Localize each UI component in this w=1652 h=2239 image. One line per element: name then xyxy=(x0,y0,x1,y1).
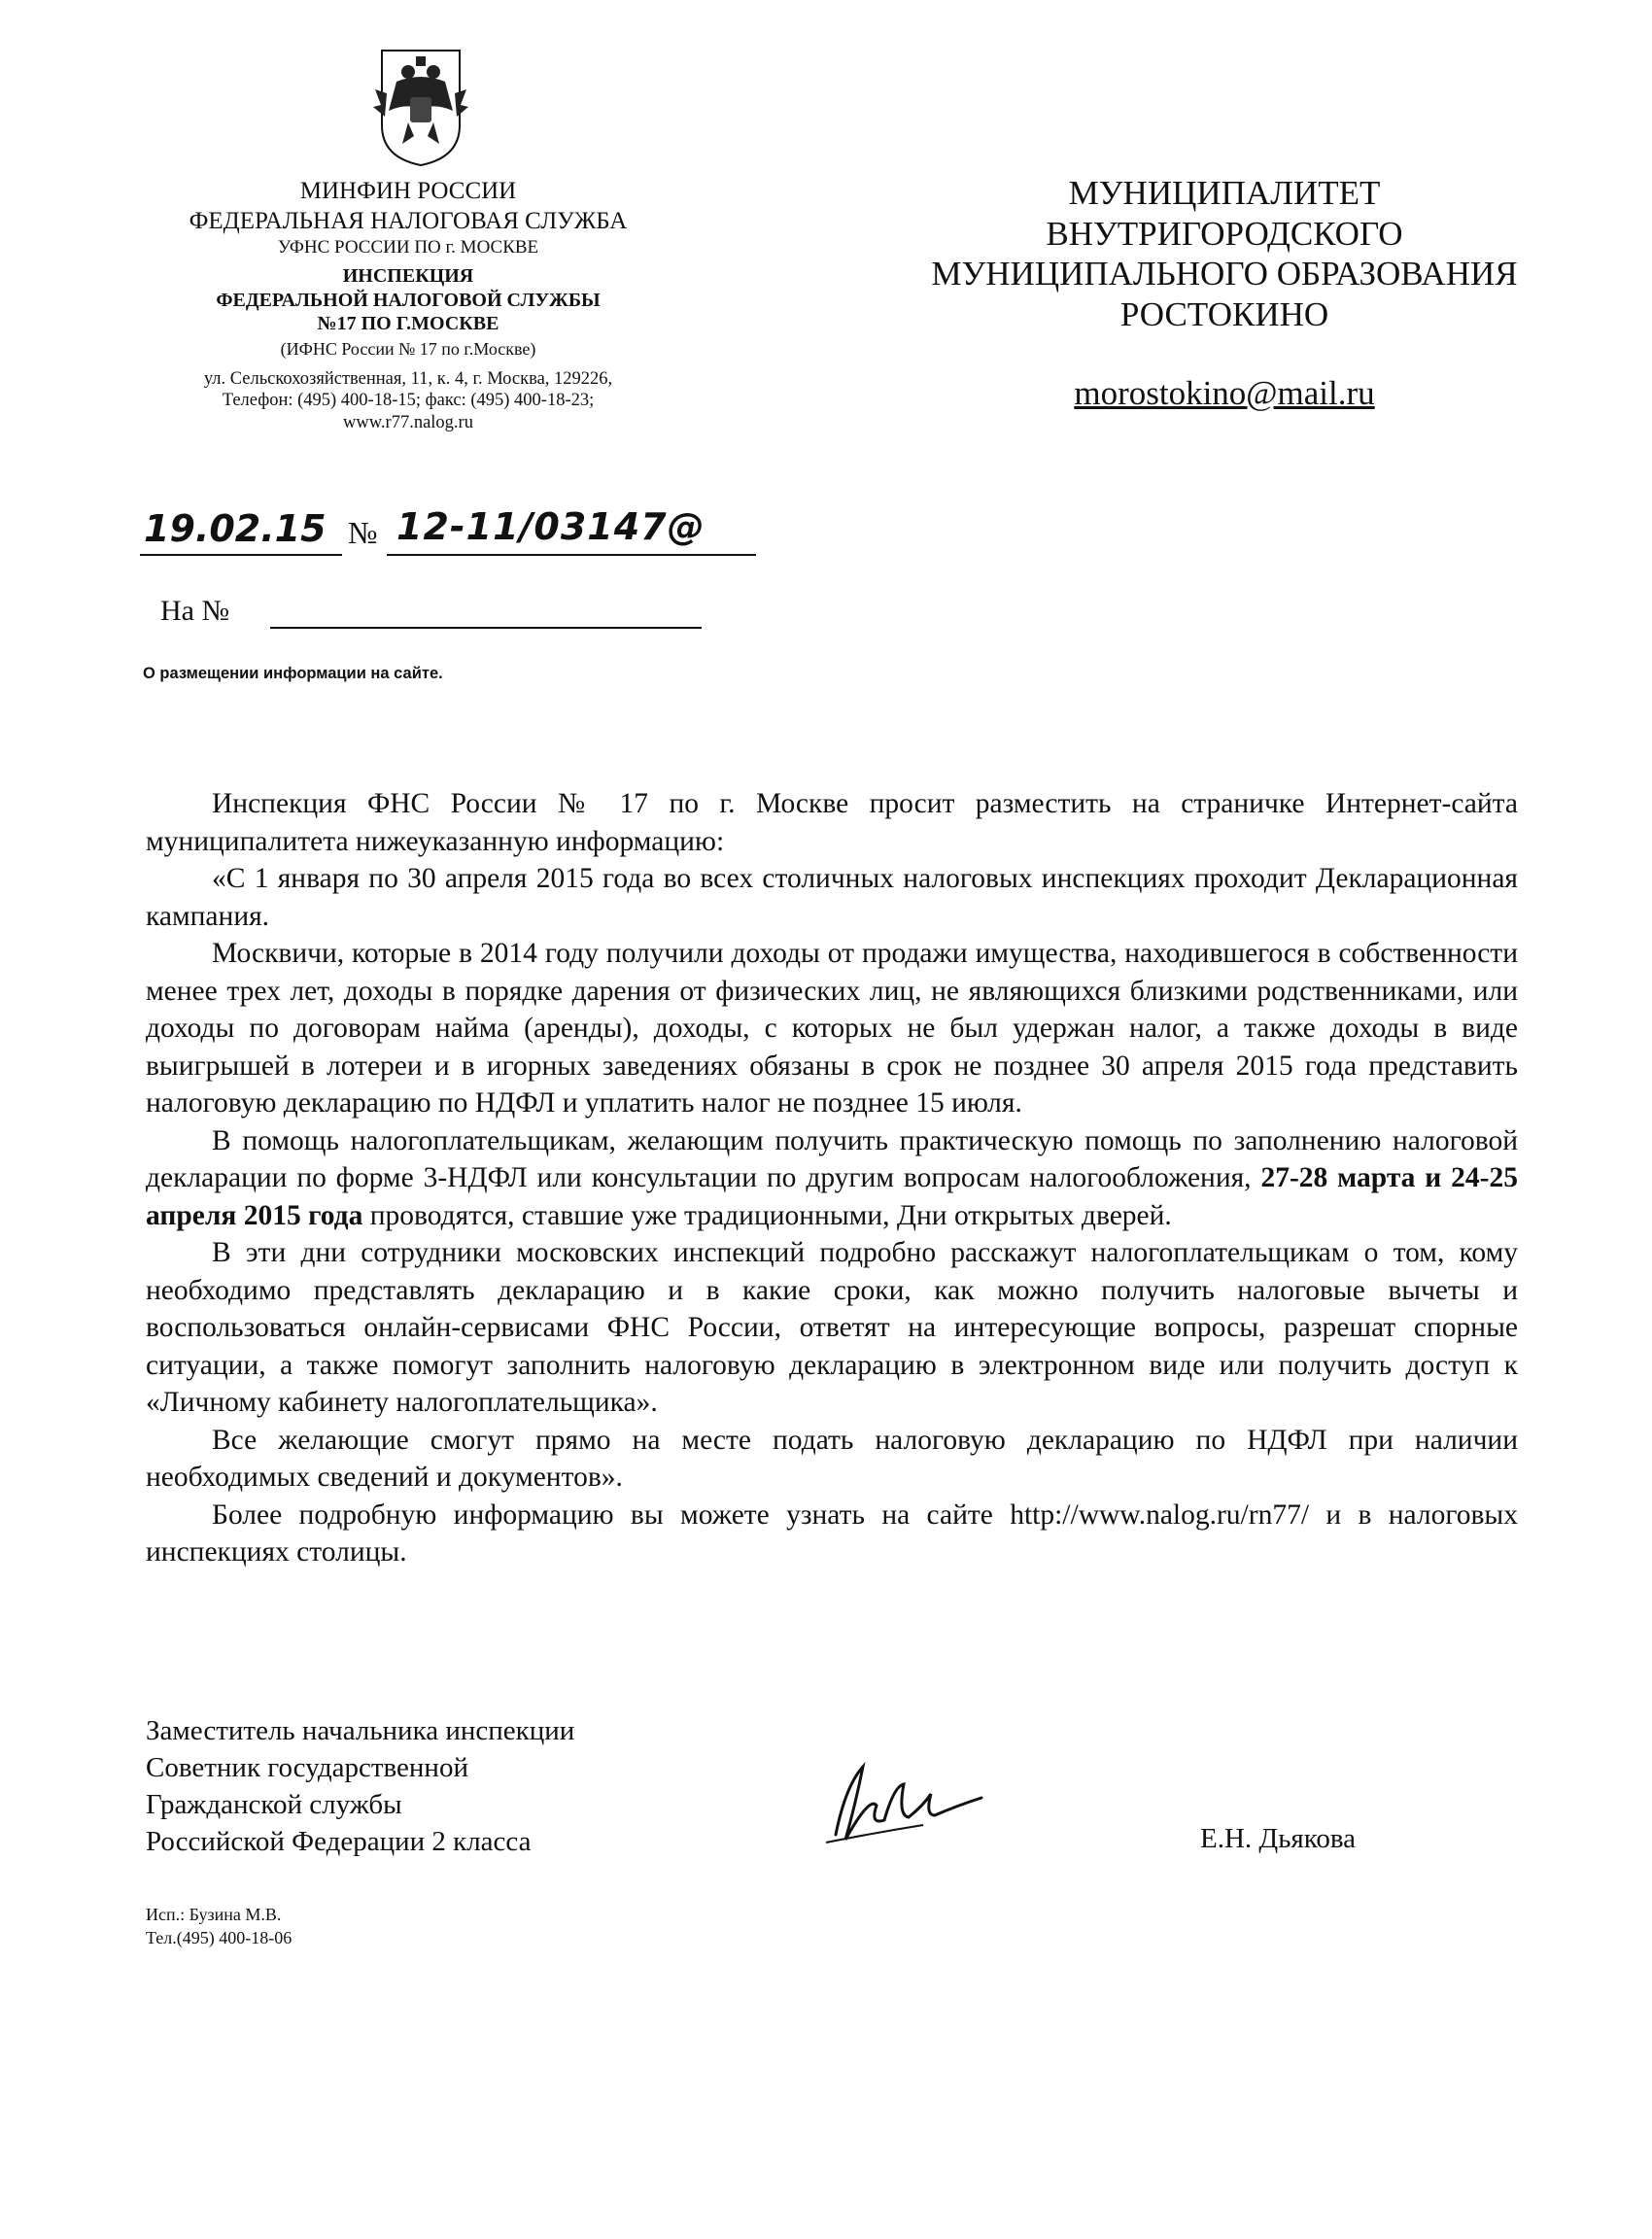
body-paragraph xyxy=(146,1122,1518,1235)
sender-inspection-line2: ФЕДЕРАЛЬНОЙ НАЛОГОВОЙ СЛУЖБЫ xyxy=(216,289,601,311)
signer-title-line3: Гражданской службы xyxy=(146,1789,402,1820)
body-paragraph: Более подробную информацию вы можете узнать на сайте http://www.nalog.ru/rn77/ и в налоговых инспекциях столицы. xyxy=(146,1498,1518,1567)
executor-block xyxy=(146,1903,292,1949)
body-paragraph: Москвичи, которые в 2014 году получили доходы от продажи имущества, находившегося в собственности менее трех лет, доходы в порядке дарения от физических лиц, не являющихся близкими родственниками, или доходы по договорам найма (аренды), доходы, с которых не был удержан налог, а также доходы в виде выигрышей в лотереи и в игорных заведениях обязаны в срок не позднее 30 апреля 2015 года представить налоговую декларацию по НДФЛ и уплатить налог не позднее 15 июля. xyxy=(146,938,1518,1119)
number-sign: № xyxy=(348,515,378,550)
body-paragraph: Все желающие смогут прямо на месте подать налоговую декларацию по НДФЛ при наличии необходимых сведений и документов». xyxy=(146,1424,1518,1493)
reference-blank-line xyxy=(270,627,702,629)
coat-of-arms-emblem xyxy=(367,43,474,169)
letter-subject: О размещении информации на сайте. xyxy=(143,665,443,682)
signer-title-line1: Заместитель начальника инспекции xyxy=(146,1715,575,1746)
sender-phone: Телефон: (495) 400-18-15; факс: (495) 400-18-23; xyxy=(222,391,595,411)
reference-label: На № xyxy=(160,595,230,627)
number-underline xyxy=(387,554,756,556)
registration-line xyxy=(136,503,758,571)
sender-regional-office: УФНС РОССИИ ПО г. МОСКВЕ xyxy=(277,237,539,258)
sender-block xyxy=(146,177,671,433)
recipient-line2: ВНУТРИГОРОДСКОГО xyxy=(1046,214,1403,253)
executor-phone: Тел.(495) 400-18-06 xyxy=(146,1928,293,1947)
recipient-line1: МУНИЦИПАЛИТЕТ xyxy=(1068,174,1381,212)
signer-title-line4: Российской Федерации 2 класса xyxy=(146,1826,532,1857)
recipient-line3: МУНИЦИПАЛЬНОГО ОБРАЗОВАНИЯ xyxy=(931,255,1518,293)
sender-service: ФЕДЕРАЛЬНАЯ НАЛОГОВАЯ СЛУЖБА xyxy=(189,207,628,234)
signer-title-line2: Советник государственной xyxy=(146,1752,468,1783)
date-underline xyxy=(140,554,342,556)
body-text: В помощь налогоплательщикам, желающим получить практическую помощь по заполнению налоговой декларации по форме 3-НДФЛ или консультации по другим вопросам налогообложения, xyxy=(146,1124,1518,1193)
open-days-dates: 27-28 марта и 24-25 апреля 2015 года xyxy=(146,1162,1519,1231)
executor-name: Исп.: Бузина М.В. xyxy=(146,1905,282,1924)
signer-name: Е.Н. Дьякова xyxy=(1200,1823,1357,1854)
sender-inspection-line1: ИНСПЕКЦИЯ xyxy=(342,265,474,288)
body-text: проводятся, ставшие уже традиционными, Дни открытых дверей. xyxy=(369,1199,1172,1231)
body-paragraph: В эти дни сотрудники московских инспекций подробно расскажут налогоплательщикам о том, кому необходимо представлять декларацию и в какие сроки, как можно получить налоговые вычеты и воспользоваться онлайн-сервисами ФНС России, ответят на интересующие вопросы, разрешат спорные ситуации, а также помогут заполнить налоговую декларацию в электронном виде или получить доступ к «Личному кабинету налогоплательщика». xyxy=(146,1237,1518,1418)
recipient-block xyxy=(855,173,1594,335)
registration-date: 19.02.15 xyxy=(144,507,327,550)
registration-number: 12-11/03147@ xyxy=(396,505,706,548)
sender-website: www.r77.nalog.ru xyxy=(343,412,473,432)
body-paragraph: «С 1 января по 30 апреля 2015 года во всех столичных налоговых инспекциях проходит Декларационная кампания. xyxy=(146,863,1518,932)
sender-address: ул. Сельскохозяйственная, 11, к. 4, г. Москва, 129226, xyxy=(203,369,613,390)
sender-inspection-line3: №17 ПО Г.МОСКВЕ xyxy=(317,312,499,334)
signer-title-block xyxy=(146,1712,574,1860)
handwritten-signature xyxy=(816,1747,991,1854)
sender-ministry: МИНФИН РОССИИ xyxy=(299,178,517,204)
letter-body xyxy=(146,785,1518,1571)
recipient-email-link[interactable]: morostokino@mail.ru xyxy=(1074,374,1375,412)
sender-short-name: (ИФНС России № 17 по г.Москве) xyxy=(280,339,536,360)
body-paragraph: Инспекция ФНС России № 17 по г. Москве просит разместить на страничке Интернет-сайта муниципалитета нижеуказанную информацию: xyxy=(146,788,1518,857)
recipient-line4: РОСТОКИНО xyxy=(1119,294,1329,333)
